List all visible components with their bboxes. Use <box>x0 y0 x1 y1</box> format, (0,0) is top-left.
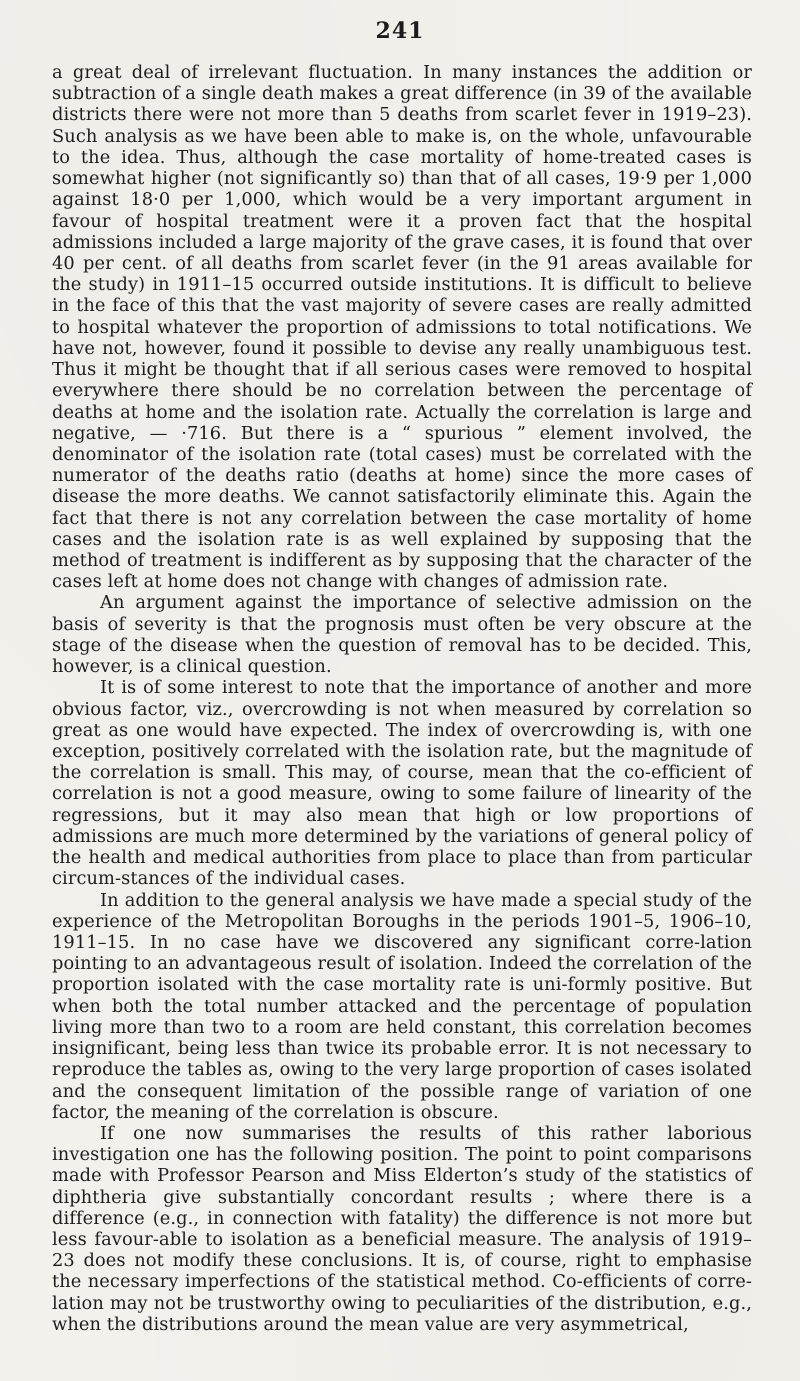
paragraph-2: An argument against the importance of selective admission on the basis of severity is that the prognosis must often be very obscure at the stage of the disease when the question of removal has to be decided. This, however, is a clinical question. <box>52 592 752 678</box>
page-number: 241 <box>375 18 425 44</box>
body-text <box>52 62 752 1335</box>
paragraph-5: If one now summarises the results of this rather laborious investigation one has the following position. The point to point comparisons made with Professor Pearson and Miss Elderton’s study of the statistics of diphtheria give substantially concordant results ; where there is a difference (e.g., in connection with fatality) the difference is not more but less favour-able to isolation as a beneficial measure. The analysis of 1919–23 does not modify these conclusions. It is, of course, right to emphasise the necessary imperfections of the statistical method. Co-efficients of corre-lation may not be trustworthy owing to peculiarities of the distribution, e.g., when the distributions around the mean value are very asymmetrical, <box>52 1122 752 1335</box>
paragraph-3: It is of some interest to note that the importance of another and more obvious factor, viz., overcrowding is not when measured by correlation so great as one would have expected. The index of overcrowding is, with one exception, positively correlated with the isolation rate, but the magnitude of the correlation is small. This may, of course, mean that the co-efficient of correlation is not a good measure, owing to some failure of linearity of the regressions, but it may also mean that high or low proportions of admissions are much more determined by the variations of general policy of the health and medical authorities from place to place than from particular circum-stances of the individual cases. <box>52 677 752 890</box>
paragraph-4: In addition to the general analysis we have made a special study of the experience of the Metropolitan Boroughs in the periods 1901–5, 1906–10, 1911–15. In no case have we discovered any significant corre-lation pointing to an advantageous result of isolation. Indeed the correlation of the proportion isolated with the case mortality rate is uni-formly positive. But when both the total number attacked and the percentage of population living more than two to a room are held constant, this correlation becomes insignificant, being less than twice its probable error. It is not necessary to reproduce the tables as, owing to the very large proportion of cases isolated and the consequent limitation of the possible range of variation of one factor, the meaning of the correlation is obscure. <box>52 889 752 1123</box>
paragraph-1: a great deal of irrelevant fluctuation. In many instances the addition or subtraction of a single death makes a great difference (in 39 of the available districts there were not more than 5 deaths from scarlet fever in 1919–23). Such analysis as we have been able to make is, on the whole, unfavourable to the idea. Thus, although the case mortality of home-treated cases is somewhat higher (not significantly so) than that of all cases, 19·9 per 1,000 against 18·0 per 1,000, which would be a very important argument in favour of hospital treatment were it a proven fact that the hospital admissions included a large majority of the grave cases, it is found that over 40 per cent. of all deaths from scarlet fever (in the 91 areas available for the study) in 1911–15 occurred outside institutions. It is difficult to believe in the face of this that the vast majority of severe cases are really admitted to hospital whatever the proportion of admissions to total notifications. We have not, however, found it possible to devise any really unambiguous test. Thus it might be thought that if all serious cases were removed to hospital everywhere there should be no correlation between the percentage of deaths at home and the isolation rate. Actually the correlation is large and negative, — ·716. But there is a “ spurious ” element involved, the denominator of the isolation rate (total cases) must be correlated with the numerator of the deaths ratio (deaths at home) since the more cases of disease the more deaths. We cannot satisfactorily eliminate this. Again the fact that there is not any correlation between the case mortality of home cases and the isolation rate is as well explained by supposing that the method of treatment is indifferent as by supposing that the character of the cases left at home does not change with changes of admission rate. <box>52 62 752 593</box>
